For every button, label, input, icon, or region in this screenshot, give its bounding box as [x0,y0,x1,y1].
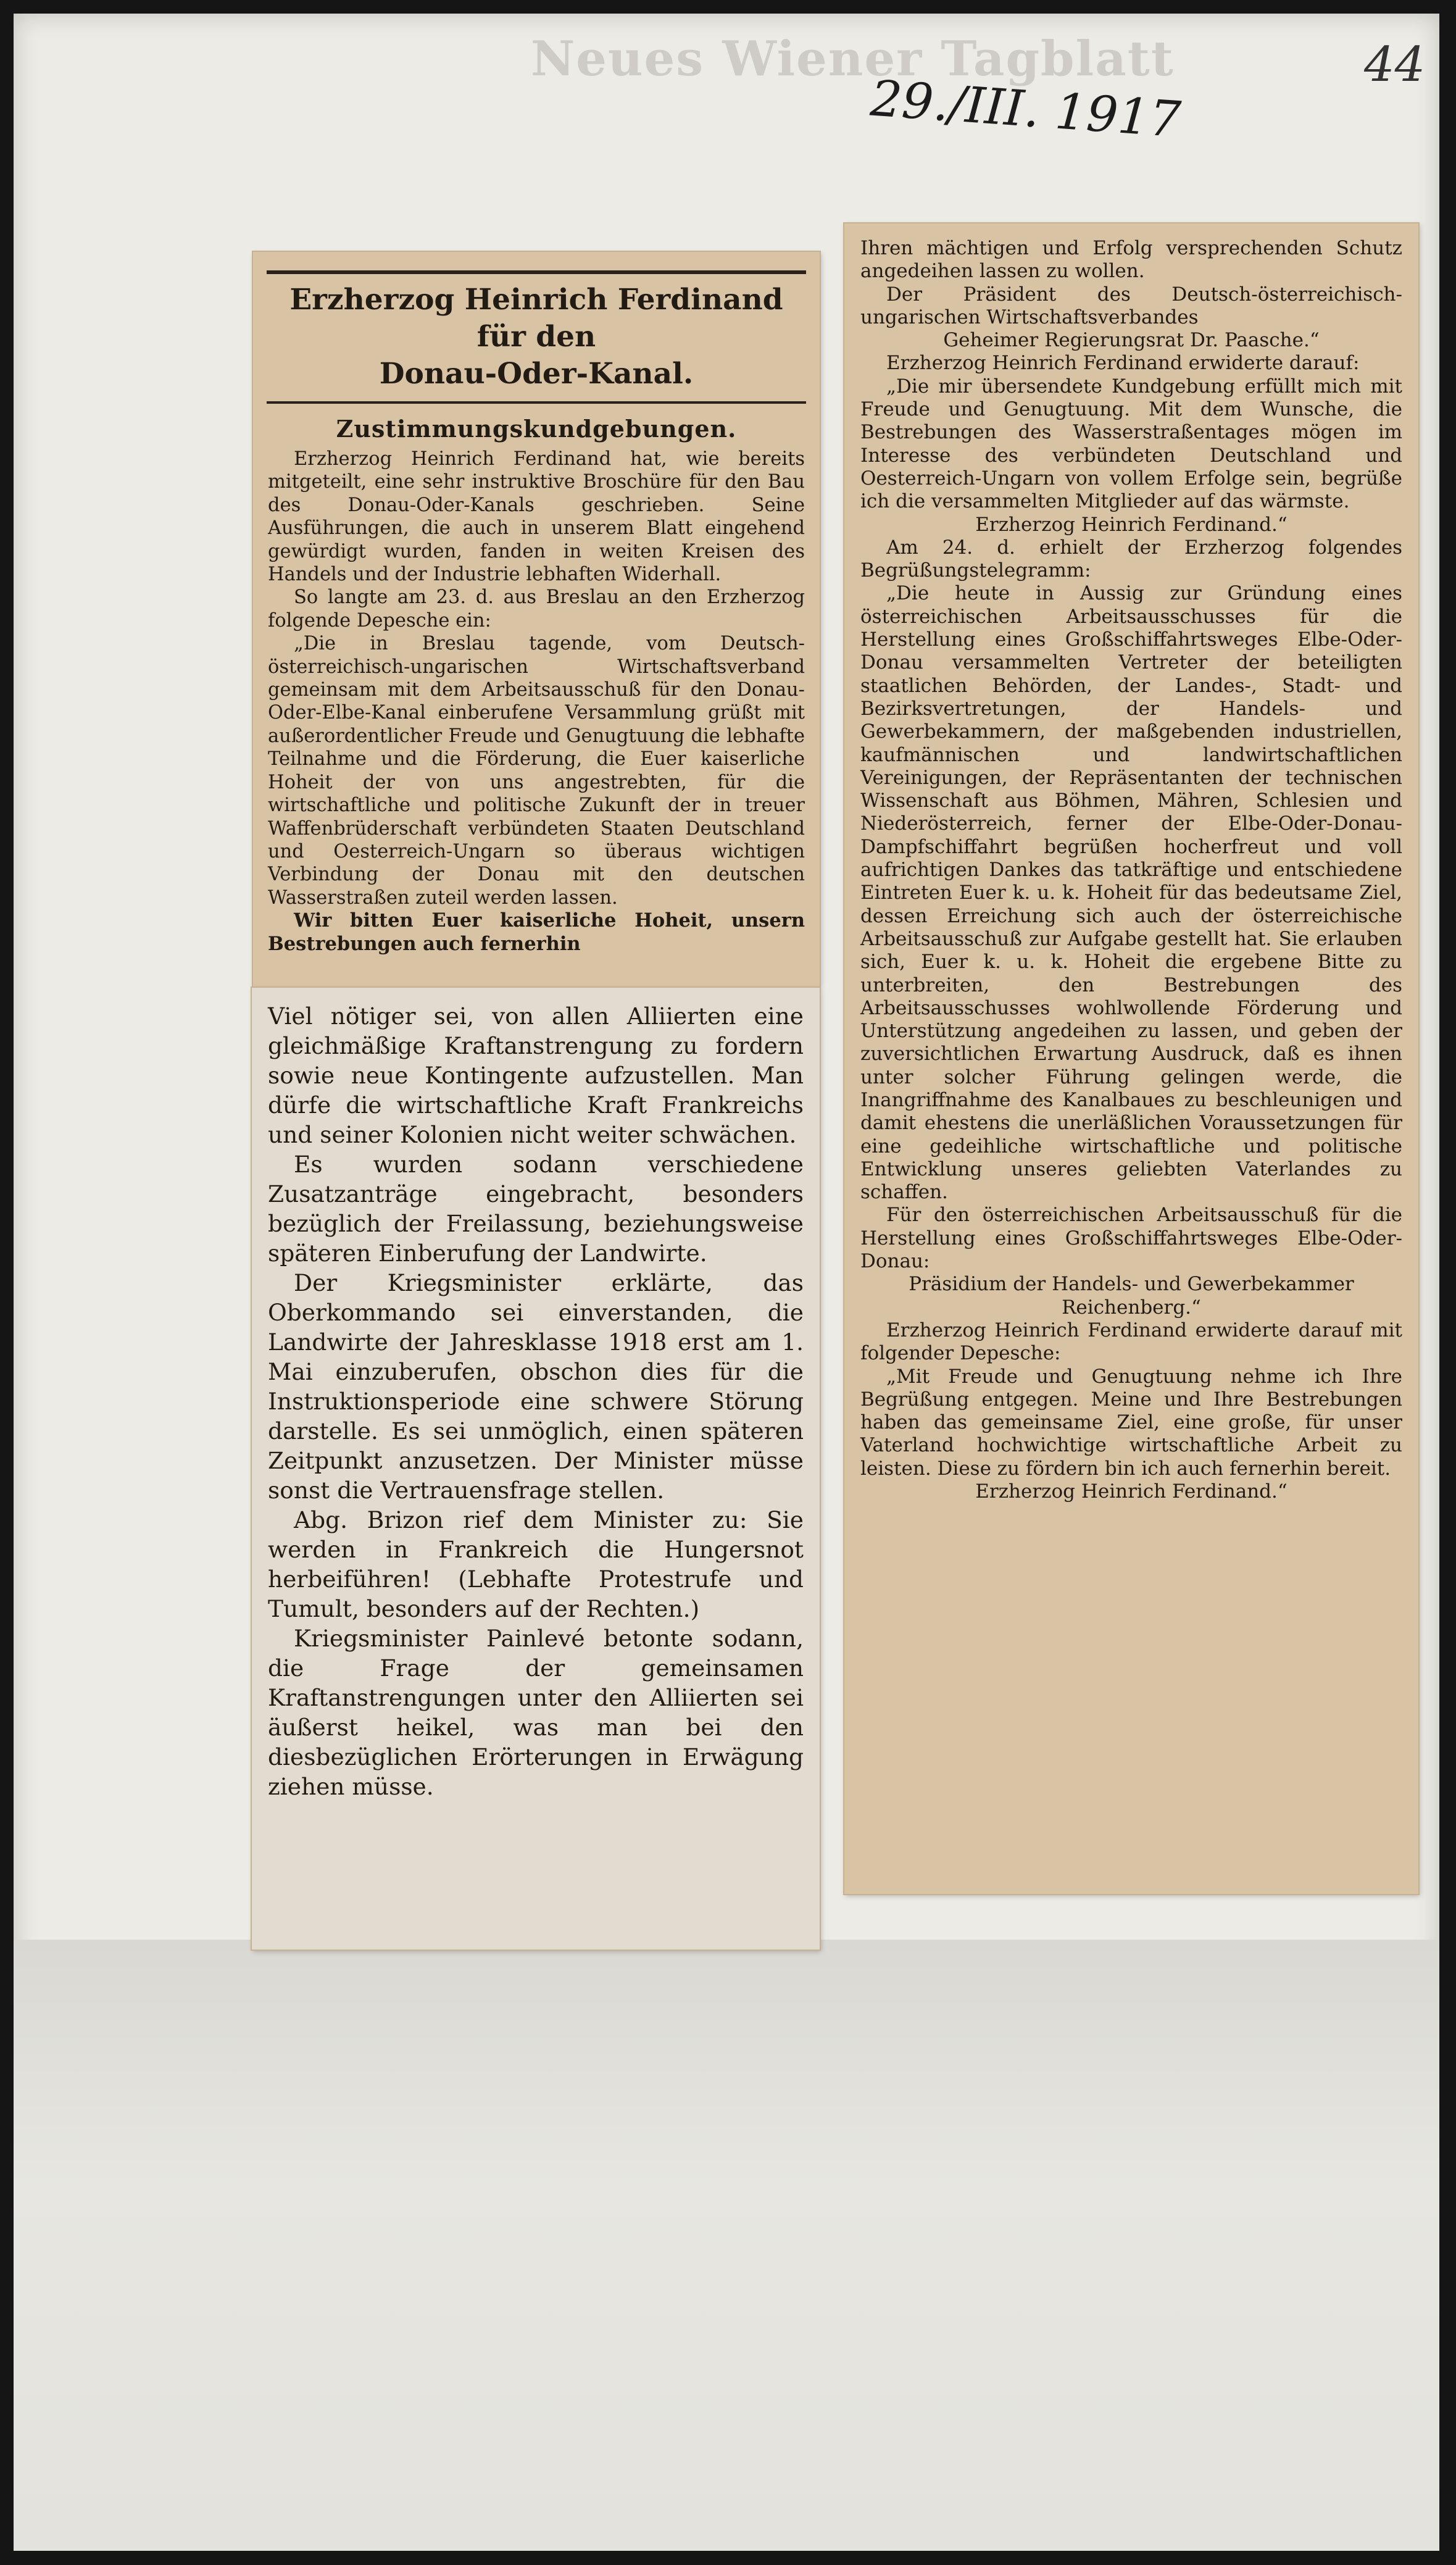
paragraph: Erzherzog Heinrich Ferdinand erwiderte darauf mit folgender Depesche: [860,1319,1402,1365]
paragraph: „Die mir übersendete Kundgebung erfüllt mich mit Freude und Genugtuung. Mit dem Wunsche, die Bestrebungen des Wasserstraßentages mögen im Interesse des verbündeten Deutschland und Oesterreich-Ungarn von vollem Erfolge sein, begrüße ich die versammelten Mitglieder auf das wärmste. [860,375,1402,513]
clipping-article-continuation [844,223,1418,1894]
paragraph: Es wurden sodann verschiedene Zusatzanträge eingebracht, besonders bezüglich der Freilassung, beziehungsweise späteren Einberufung der Landwirte. [268,1151,804,1267]
article-headline [267,270,806,404]
handwritten-date: 29./III. 1917 [868,69,1183,149]
paragraph: Wir bitten Euer kaiserliche Hoheit, unsern Bestrebungen auch fernerhin [268,909,805,955]
sheet-lower-area [14,1940,1439,2551]
signature-line: Präsidium der Handels- und Gewerbekammer Reichenberg.“ [909,1273,1354,1319]
signature-line: Erzherzog Heinrich Ferdinand.“ [975,1480,1288,1503]
headline-line-1: Erzherzog Heinrich Ferdinand für den [289,283,783,354]
paragraph: Der Präsident des Deutsch-österreichisch-ungarischen Wirtschaftsverbandes [860,283,1402,328]
paragraph: Für den österreichischen Arbeitsausschuß für die Herstellung eines Großschiffahrtsweges Elbe-Oder-Donau: [860,1204,1402,1273]
paragraph: „Die in Breslau tagende, vom Deutsch-österreichisch-ungarischen Wirtschaftsverband gemeinsam mit dem Arbeitsausschuß für den Donau-Oder-Elbe-Kanal einberufene Versammlung grüßt mit außerordentlicher Freude und Genugtuung die lebhafte Teilnahme und die Förderung, die Euer kaiserliche Hoheit der von uns angestrebten, für die wirtschaftliche und politische Zukunft der in treuer Waffenbrüderschaft verbündeten Staaten Deutschland und Oesterreich-Ungarn so überaus wichtigen Verbindung der Donau mit den deutschen Wasserstraßen zuteil werden lassen. [268,633,805,909]
clipping-article-start [253,252,820,986]
paragraph: Ihren mächtigen und Erfolg versprechenden Schutz angedeihen lassen zu wollen. [860,237,1402,283]
paragraph: Erzherzog Heinrich Ferdinand erwiderte darauf: [886,352,1360,375]
paragraph: Viel nötiger sei, von allen Alliierten eine gleichmäßige Kraftanstrengung zu fordern sowie neue Kontingente aufzustellen. Man dürfe die wirtschaftliche Kraft Frankreichs und seiner Kolonien nicht weiter schwächen. [268,1003,804,1148]
paragraph: So langte am 23. d. aus Breslau an den Erzherzog folgende Depesche ein: [268,586,805,632]
paragraph: Der Kriegsminister erklärte, das Oberkommando sei einverstanden, die Landwirte der Jahresklasse 1918 erst am 1. Mai einzuberufen, obschon dies für die Instruktionsperiode eine schwere Störung darstelle. Es sei unmöglich, einen späteren Zeitpunkt anzusetzen. Der Minister müsse sonst die Vertrauensfrage stellen. [268,1269,804,1504]
paragraph: Erzherzog Heinrich Ferdinand hat, wie bereits mitgeteilt, eine sehr instruktive Broschüre für den Bau des Donau-Oder-Kanals geschrieben. Seine Ausführungen, die auch in unserem Blatt eingehend gewürdigt wurden, fanden in weiten Kreisen des Handels und der Industrie lebhaften Widerhall. [268,448,805,586]
paragraph: „Mit Freude und Genugtuung nehme ich Ihre Begrüßung entgegen. Meine und Ihre Bestrebungen haben das gemeinsame Ziel, eine große, für unser Vaterland hochwichtige wirtschaftliche Arbeit zu leisten. Diese zu fördern bin ich auch fernerhin bereit. [860,1365,1402,1480]
article-subheading: Zustimmungskundgebungen. [336,415,737,443]
article-column [844,223,1418,1503]
signature-line: Geheimer Regierungsrat Dr. Paasche.“ [943,329,1320,352]
article-column [253,448,820,956]
paragraph: Am 24. d. erhielt der Erzherzog folgendes Begrüßungstelegramm: [860,536,1402,582]
paragraph: Abg. Brizon rief dem Minister zu: Sie werden in Frankreich die Hungersnot herbeiführen! (Lebhafte Protestrufe und Tumult, besonders auf der Rechten.) [268,1506,804,1622]
article-column [252,988,820,1801]
paragraph: „Die heute in Aussig zur Gründung eines österreichischen Arbeitsausschusses für die Herstellung eines Großschiffahrtsweges Elbe-Oder-Donau versammelten Vertreter der beteiligten staatlichen Behörden, der Landes-, Stadt- und Bezirksvertretungen, der Handels- und Gewerbekammern, der maßgebenden industriellen, kaufmännischen und landwirtschaftlichen Vereinigungen, der Repräsentanten der technischen Wissenschaft aus Böhmen, Mähren, Schlesien und Niederösterreich, ferner der Elbe-Oder-Donau-Dampfschiffahrt begrüßen hocherfreut und voll aufrichtigen Dankes das tatkräftige und entschiedene Eintreten Euer k. u. k. Hoheit für das bedeutsame Ziel, dessen Erreichung sich auch der österreichische Arbeitsausschuß zur Aufgabe gestellt hat. Sie erlauben sich, Euer k. u. k. Hoheit die ergebene Bitte zu unterbreiten, den Bestrebungen des Arbeitsausschusses wohlwollende Förderung und Unterstützung angedeihen zu lassen, und geben der zuversichtlichen Erwartung Ausdruck, daß es ihnen unter solcher Führung gelingen werde, die Inangriffnahme des Kanalbaues zu beschleunigen und damit ehestens die unerläßlichen Voraussetzungen für eine gedeihliche wirtschaftliche und politische Entwicklung unseres geliebten Vaterlandes zu schaffen. [860,582,1402,1204]
newspaper-name-stamp: Neues Wiener Tagblatt [531,31,1175,87]
clipping-parliament-report [252,988,820,1950]
signature-line: Erzherzog Heinrich Ferdinand.“ [975,513,1288,536]
handwritten-page-number: 44 [1364,37,1426,93]
paragraph: Kriegsminister Painlevé betonte sodann, die Frage der gemeinsamen Kraftanstrengungen unter den Alliierten sei äußerst heikel, was man bei den diesbezüglichen Erörterungen in Erwägung ziehen müsse. [268,1625,804,1800]
headline-line-2: Donau-Oder-Kanal. [379,357,694,391]
